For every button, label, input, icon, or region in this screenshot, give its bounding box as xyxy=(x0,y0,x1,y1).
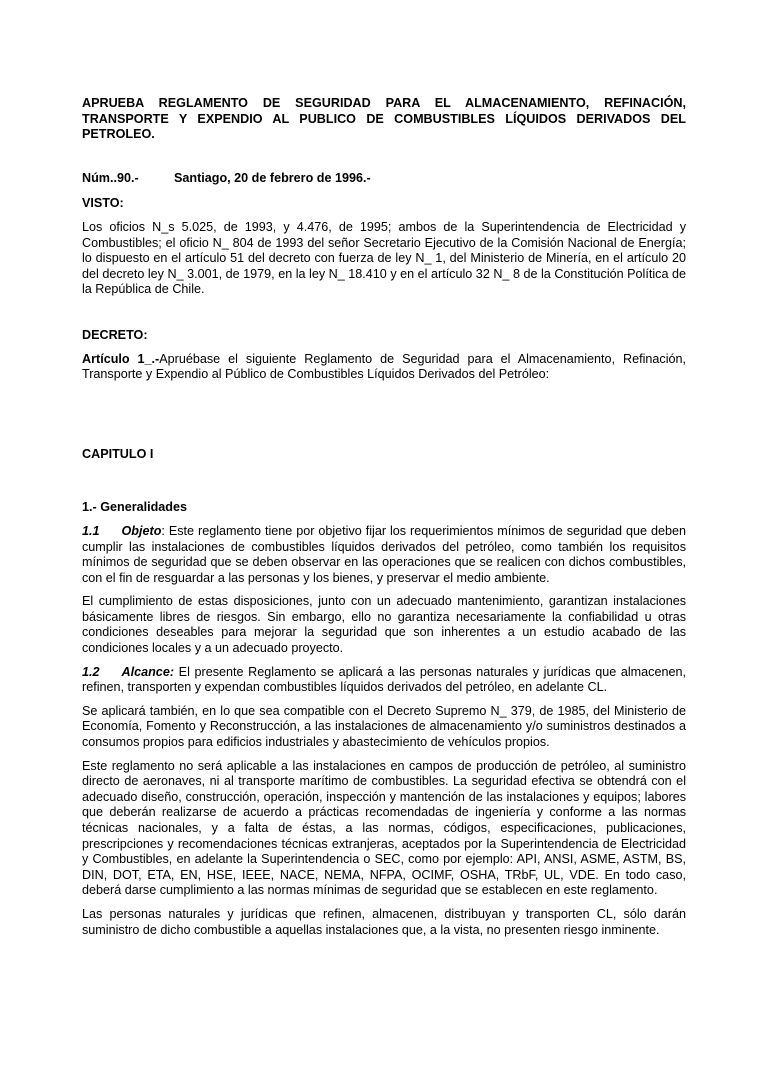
articulo-text: Apruébase el siguiente Reglamento de Seguridad para el Almacenamiento, Refinación, Transporte y Expendio al Público de Combustibles Líquidos Derivados del Petróleo: xyxy=(82,351,686,382)
place-date: Santiago, 20 de febrero de 1996.- xyxy=(174,170,371,185)
section-1-2-text: El presente Reglamento se aplicará a las personas naturales y jurídicas que almacenen, refinen, transporten y expendan combustibles líquidos derivados del petróleo, en adelante CL. xyxy=(82,664,686,695)
decreto-heading: DECRETO: xyxy=(82,327,148,342)
section-1-1-paragraph xyxy=(82,524,686,586)
document-title: APRUEBA REGLAMENTO DE SEGURIDAD PARA EL ALMACENAMIENTO, REFINACIÓN, TRANSPORTE Y EXPENDIO AL PUBLICO DE COMBUSTIBLES LÍQUIDOS DERIVADOS DEL PETROLEO. xyxy=(82,96,686,142)
visto-paragraph: Los oficios N_s 5.025, de 1993, y 4.476, de 1995; ambos de la Superintendencia de Electricidad y Combustibles; el oficio N_ 804 de 1993 del señor Secretario Ejecutivo de la Comisión Nacional de Energía; lo dispuesto en el artículo 51 del decreto con fuerza de ley N_ 1, del Ministerio de Minería, en el artículo 20 del decreto ley N_ 3.001, de 1979, en la ley N_ 18.410 y en el artículo 32 N_ 8 de la Constitución Política de la República de Chile. xyxy=(82,219,686,297)
document-page xyxy=(82,96,686,938)
section-heading: 1.- Generalidades xyxy=(82,500,187,515)
decree-number-line xyxy=(82,171,686,187)
articulo-label: Artículo 1_.- xyxy=(82,351,160,366)
section-1-1-label: Objeto xyxy=(121,523,162,538)
articulo-1-paragraph xyxy=(82,352,686,383)
no-aplicable-paragraph: Este reglamento no será aplicable a las instalaciones en campos de producción de petróleo, al suministro directo de aeronaves, ni al transporte marítimo de combustibles. La seguridad efectiva se obtendrá con el adecuado diseño, construcción, operación, inspección y mantención de las instalaciones y equipos; labores que deberán realizarse de acuerdo a prácticas recomendadas de ingeniería y conforme a las normas técnicas nacionales, y a falta de éstas, a las normas, códigos, especificaciones, publicaciones, prescripciones y recomendaciones técnicas extranjeras, aceptados por la Superintendencia de Electricidad y Combustibles, en adelante la Superintendencia o SEC, como por ejemplo: API, ANSI, ASME, ASTM, BS, DIN, DOT, ETA, EN, HSE, IEEE, NACE, NEMA, NFPA, OCIMF, OSHA, TRbF, UL, VDE. En todo caso, deberá darse cumplimiento a las normas mínimas de seguridad que se establecen en este reglamento. xyxy=(82,758,686,898)
decree-number: Núm..90.- xyxy=(82,170,139,185)
section-1-2-number: 1.2 xyxy=(82,664,100,679)
aplicara-paragraph: Se aplicará también, en lo que sea compatible con el Decreto Supremo N_ 379, de 1985, del Ministerio de Economía, Fomento y Reconstrucción, a las instalaciones de almacenamiento y/o suministros destinados a consumos propios para edificios industriales y abastecimiento de vehículos propios. xyxy=(82,703,686,750)
section-1-1-text: : Este reglamento tiene por objetivo fijar los requerimientos mínimos de seguridad que deben cumplir las instalaciones de combustibles líquidos derivados del petróleo, como también los requisitos mínimos de seguridad que se deben observar en las operaciones que se realicen con dichos combustibles, con el fin de resguardar a las personas y los bienes, y preservar el medio ambiente. xyxy=(82,523,686,585)
visto-heading: VISTO: xyxy=(82,196,124,211)
section-1-2-label: Alcance: xyxy=(121,664,175,679)
personas-paragraph: Las personas naturales y jurídicas que refinen, almacenen, distribuyan y transporten CL, sólo darán suministro de dicho combustible a aquellas instalaciones que, a la vista, no presenten riesgo inminente. xyxy=(82,906,686,937)
section-1-2-paragraph xyxy=(82,665,686,696)
cumplimiento-paragraph: El cumplimiento de estas disposiciones, junto con un adecuado mantenimiento, garantizan instalaciones básicamente libres de riesgos. Sin embargo, ello no garantiza necesariamente la confiabilidad u otras condiciones deseables para mejorar la seguridad que son inherentes a un estudio acabado de las condiciones locales y a un adecuado proyecto. xyxy=(82,594,686,656)
section-1-1-number: 1.1 xyxy=(82,523,100,538)
chapter-heading: CAPITULO I xyxy=(82,446,154,461)
